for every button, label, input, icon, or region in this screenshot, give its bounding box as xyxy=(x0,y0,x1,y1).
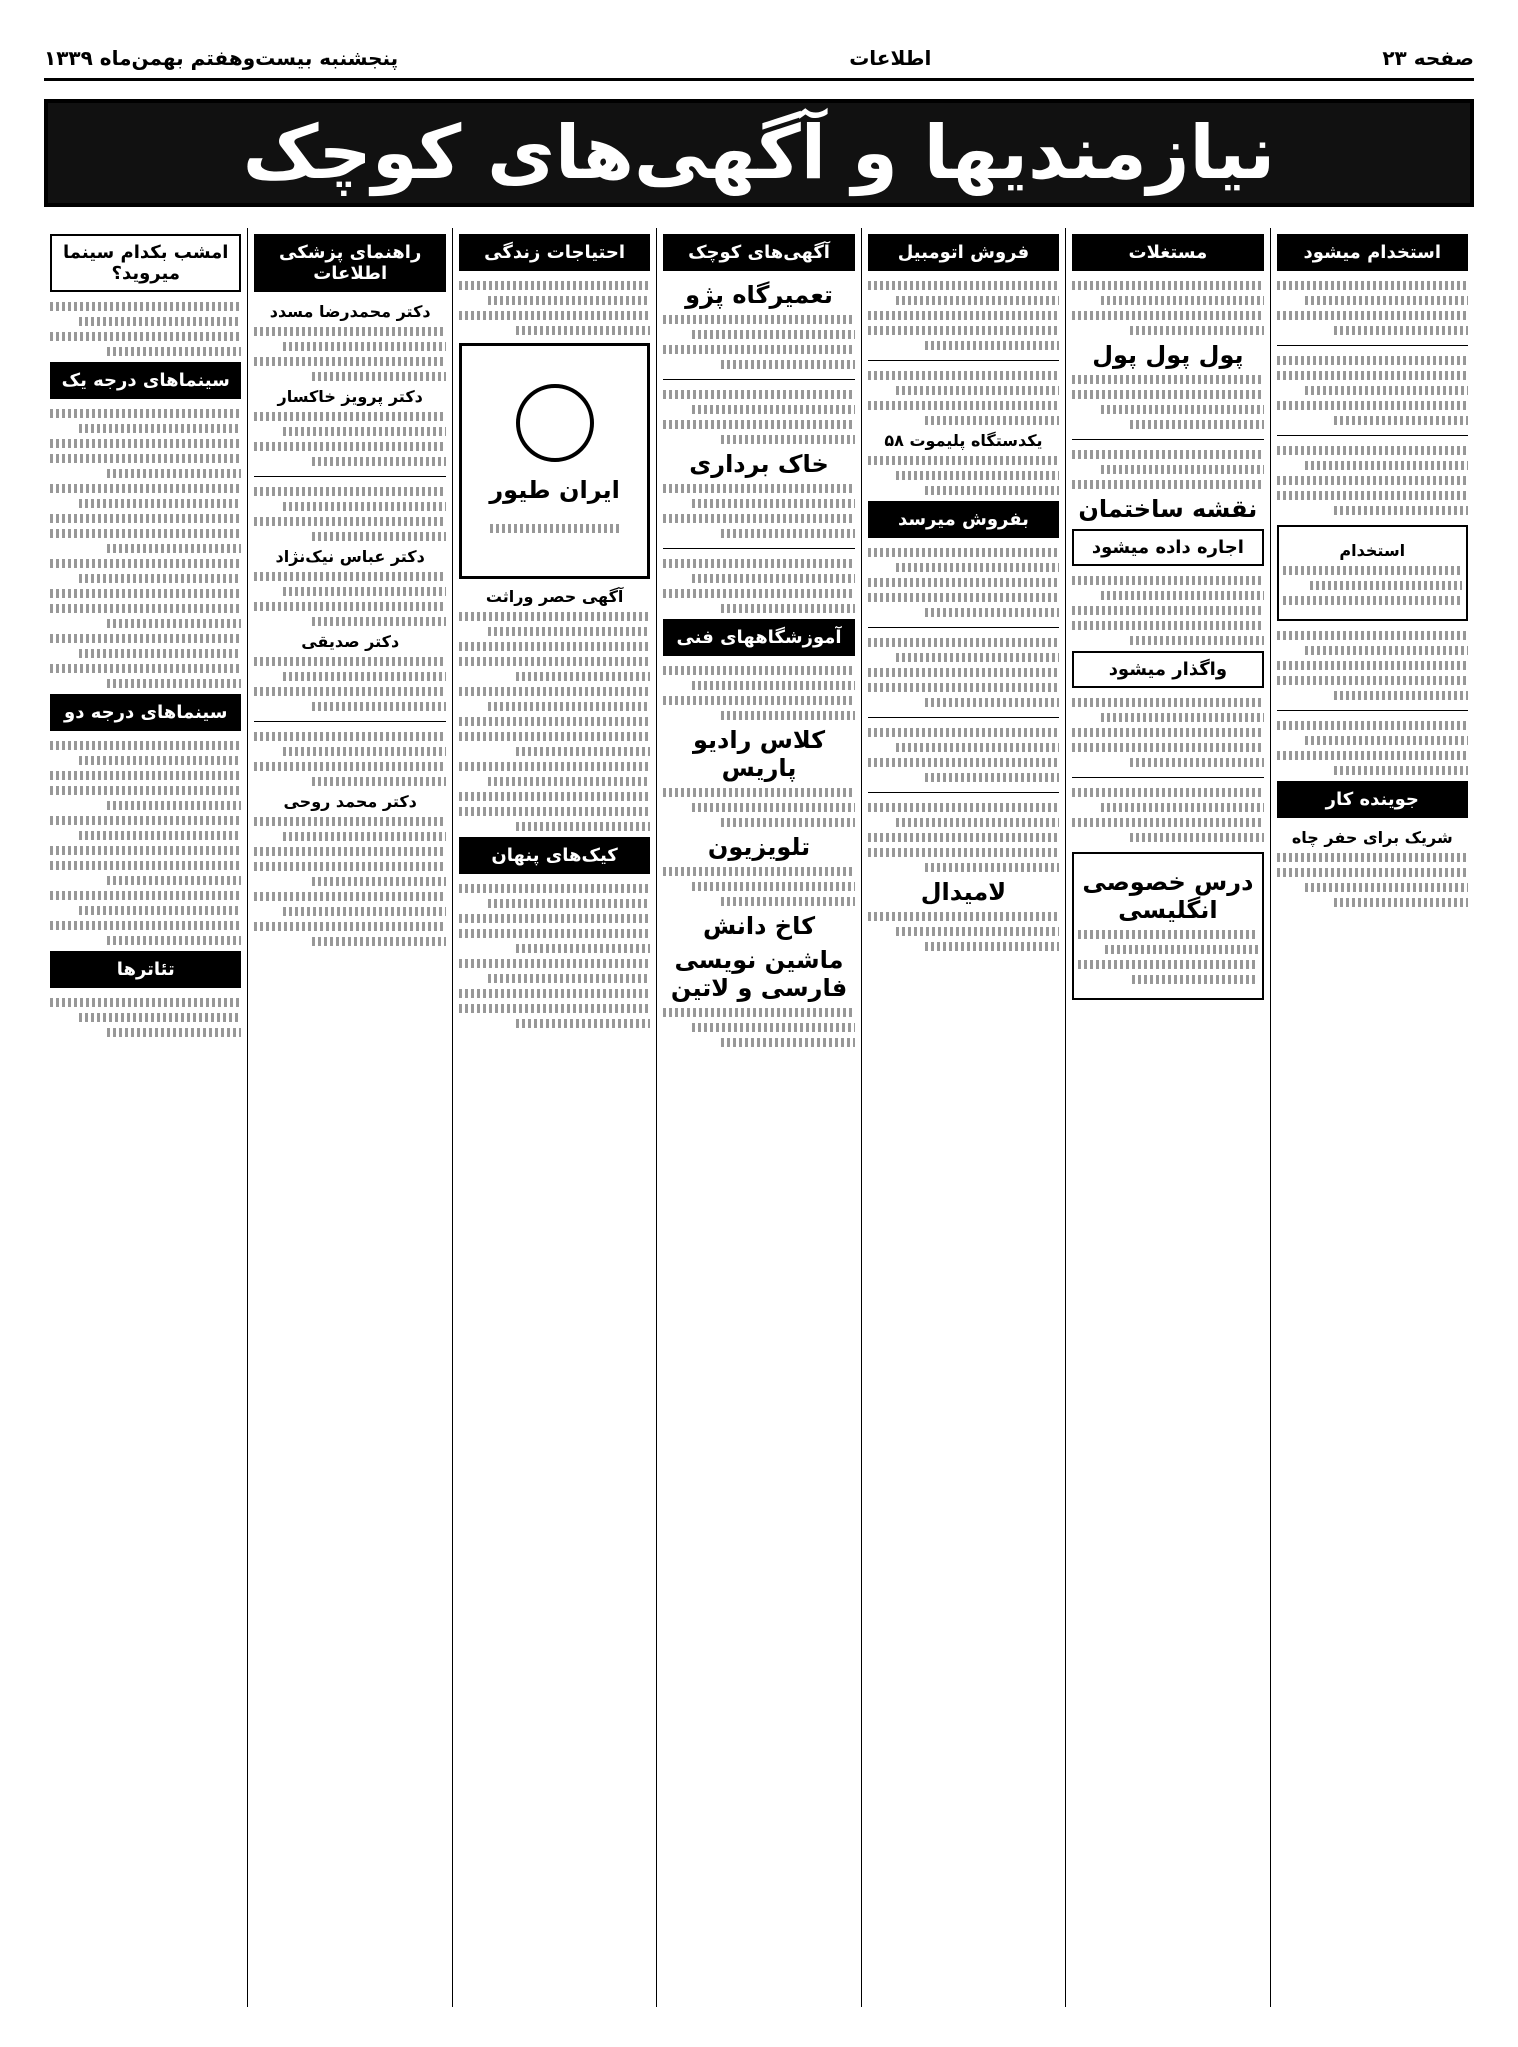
ad-heading: یکدستگاه پلیموت ۵۸ xyxy=(884,431,1043,450)
column-cinemas xyxy=(44,228,247,2007)
ad-heading: ایران طیور xyxy=(489,475,620,504)
ad-heading: پول پول پول xyxy=(1092,341,1244,369)
job-seeker-heading: جوینده کار xyxy=(1277,781,1468,818)
column-title: آگهی‌های کوچک xyxy=(663,234,854,271)
ad-heading: نقشه ساختمان xyxy=(1078,495,1258,523)
section-heading: کیک‌های پنهان xyxy=(459,837,650,874)
ad-text-line xyxy=(1277,281,1468,290)
column-title: استخدام میشود xyxy=(1277,234,1468,271)
column-small-ads xyxy=(656,228,860,2007)
section-heading: بفروش میرسد xyxy=(868,501,1059,538)
box-heading: استخدام xyxy=(1339,541,1406,560)
column-title: مستغلات xyxy=(1072,234,1263,271)
section-banner xyxy=(44,99,1474,207)
ad-heading: کلاس رادیو پاریس xyxy=(692,726,826,782)
column-title: امشب بکدام سینما میروید؟ xyxy=(50,234,241,292)
columns xyxy=(44,228,1474,2007)
column-living-needs xyxy=(452,228,656,2007)
ad-heading: لامیدال xyxy=(920,878,1007,906)
column-employment xyxy=(1270,228,1474,2007)
ad-heading: دکتر پرویز خاکسار xyxy=(277,387,423,406)
ad-heading: تلویزیون xyxy=(707,833,811,861)
ad-heading: درس خصوصی انگلیسی xyxy=(1082,868,1254,924)
ad-heading: دکتر عباس نیک‌نژاد xyxy=(275,547,425,566)
column-real-estate xyxy=(1065,228,1269,2007)
ad-heading: دکتر صدیقی xyxy=(301,632,400,651)
column-title: احتیاجات زندگی xyxy=(459,234,650,271)
date-line: پنجشنبه بیست‌وهفتم بهمن‌ماه ۱۳۳۹ xyxy=(44,46,399,70)
top-strip xyxy=(44,38,1474,81)
section-heading: آگهی حصر وراثت xyxy=(485,587,624,606)
column-title: فروش اتومبیل xyxy=(868,234,1059,271)
ad-heading: شریک برای حفر چاه xyxy=(1291,828,1453,847)
paper-name: اطلاعات xyxy=(849,46,932,70)
section-heading: سینماهای درجه دو xyxy=(50,694,241,731)
section-heading: واگذار میشود xyxy=(1072,651,1263,688)
section-heading: تئاترها xyxy=(50,951,241,988)
ad-heading: ماشین نویسی فارسی و لاتین xyxy=(670,946,848,1002)
poultry-ad xyxy=(459,343,650,579)
section-heading: آموزشگاههای فنی xyxy=(663,619,854,656)
section-heading: سینماهای درجه یک xyxy=(50,362,241,399)
ad-heading: دکتر محمد روحی xyxy=(283,792,417,811)
ad-heading: کاخ دانش xyxy=(702,912,816,940)
column-car-sales xyxy=(861,228,1065,2007)
ad-heading: تعمیرگاه پژو xyxy=(685,281,833,309)
column-title: راهنمای پزشکی اطلاعات xyxy=(254,234,445,292)
private-lesson-box xyxy=(1072,852,1263,1000)
ad-heading: خاک برداری xyxy=(689,450,829,478)
ad-heading: دکتر محمدرضا مسدد xyxy=(269,302,431,321)
section-heading: اجاره داده میشود xyxy=(1072,529,1263,566)
employment-box xyxy=(1277,525,1468,621)
page-label: صفحه ۲۳ xyxy=(1382,46,1474,70)
column-medical-guide xyxy=(247,228,451,2007)
banner-title: نیازمندیها و آگهی‌های کوچک xyxy=(242,110,1276,196)
rooster-logo-icon xyxy=(516,384,594,462)
